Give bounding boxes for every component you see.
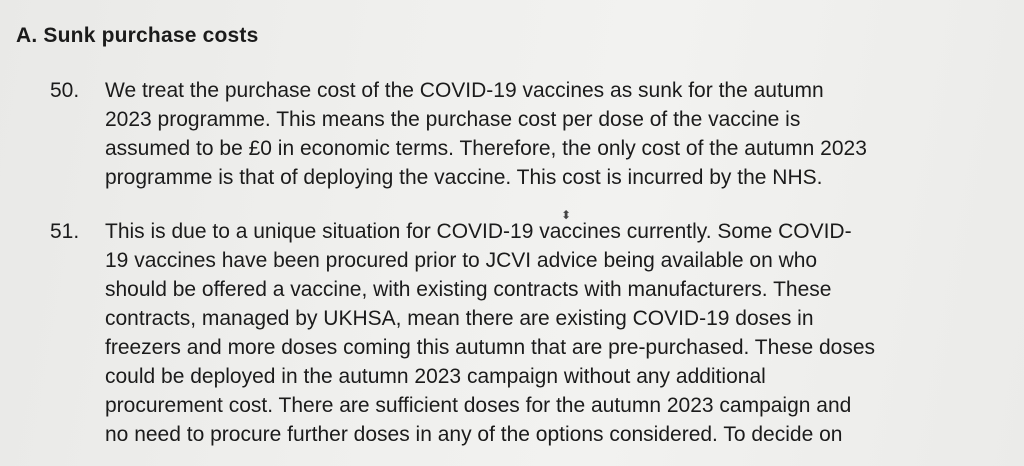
paragraph-line: procurement cost. There are sufficient doses for the autumn 2023 campaign and bbox=[105, 394, 852, 417]
paragraph-line: programme is that of deploying the vaccine. This cost is incurred by the NHS. bbox=[105, 166, 823, 189]
paragraph-text bbox=[105, 217, 1005, 449]
paragraph-line: This is due to a unique situation for COVID-19 vaccines currently. Some COVID- bbox=[105, 220, 852, 243]
paragraph-line: contracts, managed by UKHSA, mean there are existing COVID-19 doses in bbox=[105, 307, 814, 330]
paragraph-line: should be offered a vaccine, with existing contracts with manufacturers. These bbox=[105, 278, 832, 301]
paragraph-line: no need to procure further doses in any of the options considered. To decide on bbox=[105, 423, 843, 446]
section-heading: A. Sunk purchase costs bbox=[16, 24, 259, 47]
paragraph-text bbox=[105, 76, 1005, 192]
mouse-cursor-icon: ⬍ bbox=[561, 208, 572, 222]
paragraph-line: We treat the purchase cost of the COVID-19 vaccines as sunk for the autumn bbox=[105, 79, 824, 102]
paragraph-number: 51. bbox=[50, 220, 80, 243]
paragraph-line: could be deployed in the autumn 2023 campaign without any additional bbox=[105, 365, 766, 388]
paragraph-line: assumed to be £0 in economic terms. Therefore, the only cost of the autumn 2023 bbox=[105, 137, 867, 160]
paragraph-line: 2023 programme. This means the purchase cost per dose of the vaccine is bbox=[105, 108, 801, 131]
paragraph-line: 19 vaccines have been procured prior to JCVI advice being available on who bbox=[105, 249, 818, 272]
paragraph-line: freezers and more doses coming this autumn that are pre-purchased. These doses bbox=[105, 336, 876, 359]
paragraph-number: 50. bbox=[50, 79, 80, 102]
